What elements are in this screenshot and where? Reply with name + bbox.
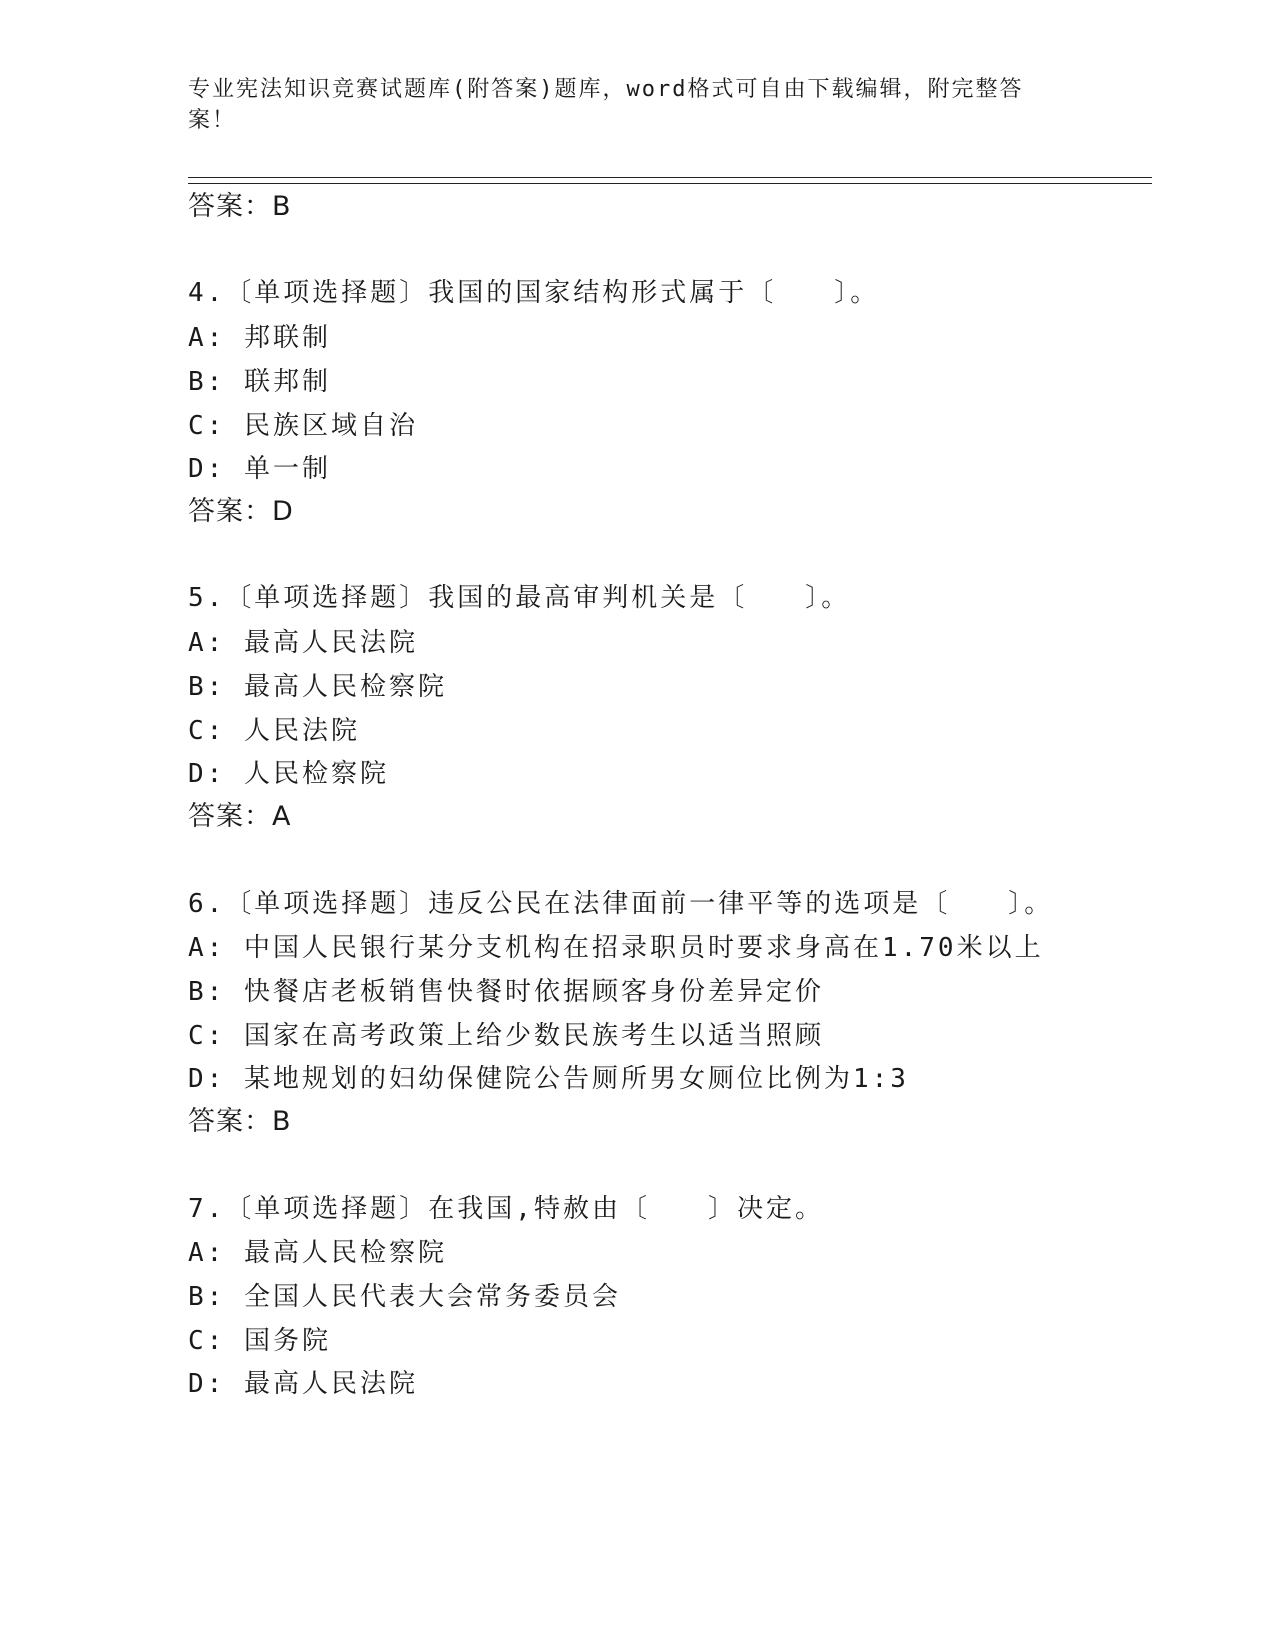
option-c: C: 国务院: [188, 1326, 331, 1356]
option-d: D: 人民检察院: [188, 759, 389, 789]
option-c: C: 民族区域自治: [188, 411, 418, 441]
option-a: A: 最高人民法院: [188, 628, 418, 658]
header-divider: [188, 177, 1152, 178]
answer-line: 答案：B: [188, 191, 292, 222]
question-stem: 6.〔单项选择题〕违反公民在法律面前一律平等的选项是〔 〕。: [188, 889, 1054, 919]
question-stem: 7.〔单项选择题〕在我国,特赦由〔 〕决定。: [188, 1194, 824, 1224]
option-c: C: 人民法院: [188, 716, 360, 746]
option-d: D: 单一制: [188, 454, 331, 484]
option-b: B: 联邦制: [188, 367, 331, 397]
option-d: D: 最高人民法院: [188, 1369, 418, 1399]
header-divider-second: [188, 183, 1152, 184]
option-b: B: 全国人民代表大会常务委员会: [188, 1282, 621, 1312]
option-b: B: 最高人民检察院: [188, 672, 447, 702]
option-b: B: 快餐店老板销售快餐时依据顾客身份差异定价: [188, 977, 824, 1007]
option-d: D: 某地规划的妇幼保健院公告厕所男女厕位比例为1:3: [188, 1064, 909, 1094]
question-stem: 5.〔单项选择题〕我国的最高审判机关是〔 〕。: [188, 583, 851, 613]
option-a: A: 最高人民检察院: [188, 1238, 447, 1268]
document-header: 专业宪法知识竞赛试题库(附答案)题库，word格式可自由下载编辑，附完整答案！: [188, 77, 1024, 133]
answer-line: 答案：D: [188, 496, 294, 527]
option-c: C: 国家在高考政策上给少数民族考生以适当照顾: [188, 1021, 824, 1051]
option-a: A: 邦联制: [188, 323, 331, 353]
answer-line: 答案：A: [188, 801, 292, 832]
question-stem: 4.〔单项选择题〕我国的国家结构形式属于〔 〕。: [188, 278, 880, 308]
answer-line: 答案：B: [188, 1106, 292, 1137]
option-a: A: 中国人民银行某分支机构在招录职员时要求身高在1.70米以上: [188, 933, 1044, 963]
